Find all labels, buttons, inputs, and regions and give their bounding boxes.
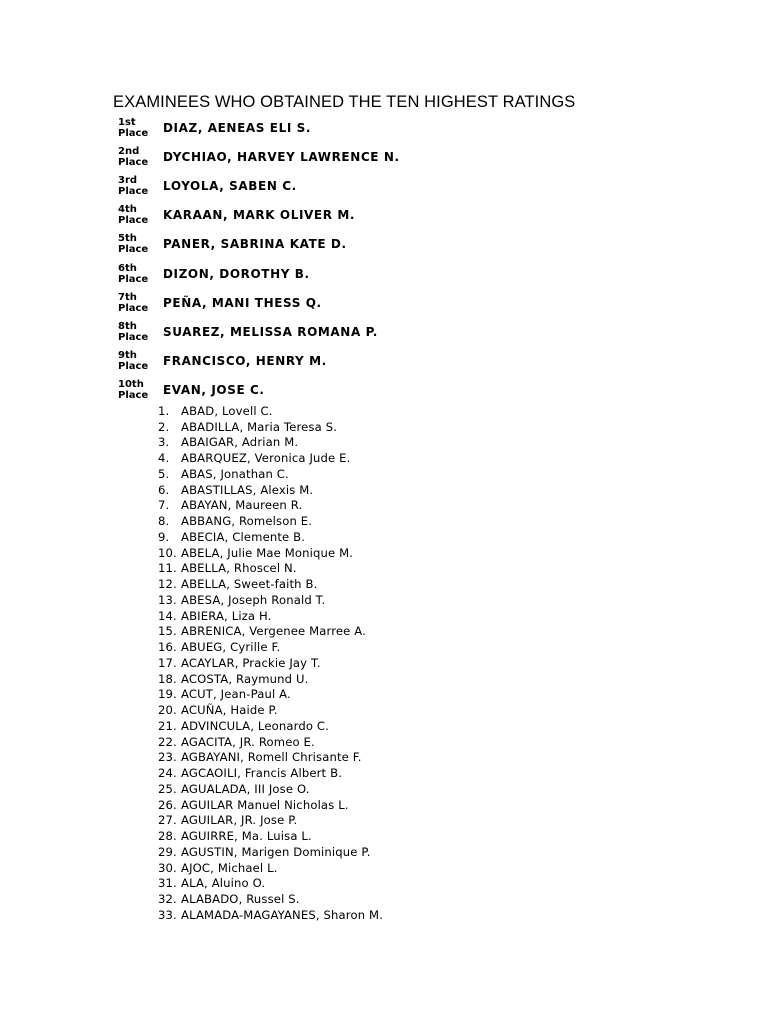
list-item-name: ABRENICA, Vergenee Marree A.: [181, 624, 367, 639]
list-item-name: ABAS, Jonathan C.: [181, 466, 289, 481]
list-item-number: 3.: [158, 435, 170, 450]
place-word: Place: [118, 390, 149, 402]
list-item: [158, 765, 383, 781]
top-ten-row: [118, 376, 578, 405]
place-word: Place: [118, 361, 149, 373]
top-ten-row: [118, 113, 578, 142]
place-rank: 8th: [118, 320, 137, 332]
list-item: [158, 655, 383, 671]
place-rank: 2nd: [118, 145, 140, 157]
place-label: [118, 175, 163, 197]
list-item-number: 1.: [158, 403, 170, 418]
list-item: [158, 576, 383, 592]
top-ten-row: [118, 171, 578, 200]
list-item: [158, 781, 383, 797]
list-item-name: ABELLA, Rhoscel N.: [181, 561, 297, 576]
list-item-name: AGUSTIN, Marigen Dominique P.: [181, 844, 371, 859]
list-item: [158, 624, 383, 640]
list-item-number: 29.: [158, 844, 177, 859]
top-ten-row: [118, 142, 578, 171]
list-item-number: 33.: [158, 907, 177, 922]
place-label: [118, 204, 163, 226]
list-item-name: ADVINCULA, Leonardo C.: [181, 718, 330, 733]
list-item-number: 5.: [158, 466, 170, 481]
list-item-name: ALA, Aluino O.: [181, 876, 266, 891]
top-ten-name: LOYOLA, SABEN C.: [163, 178, 297, 193]
list-item-number: 28.: [158, 829, 177, 844]
top-ten-list: [118, 113, 578, 405]
top-ten-name: EVAN, JOSE C.: [163, 383, 265, 398]
place-rank: 1st: [118, 116, 136, 128]
place-word: Place: [118, 244, 149, 256]
list-item-number: 32.: [158, 892, 177, 907]
place-label: [118, 321, 163, 343]
list-item-name: ALAMADA-MAGAYANES, Sharon M.: [181, 907, 384, 922]
place-label: [118, 233, 163, 255]
list-item: [158, 844, 383, 860]
place-rank: 3rd: [118, 174, 138, 186]
list-item: [158, 513, 383, 529]
list-item: [158, 891, 383, 907]
list-item: [158, 482, 383, 498]
top-ten-name: PEÑA, MANI THESS Q.: [163, 295, 322, 310]
place-rank: 7th: [118, 291, 137, 303]
list-item: [158, 671, 383, 687]
list-item-name: ACAYLAR, Prackie Jay T.: [181, 655, 321, 670]
list-item: [158, 435, 383, 451]
place-word: Place: [118, 215, 149, 227]
list-item-number: 19.: [158, 687, 177, 702]
place-label: [118, 292, 163, 314]
list-item-number: 31.: [158, 876, 177, 891]
list-item-name: AGACITA, JR. Romeo E.: [181, 734, 315, 749]
list-item-name: ABIERA, Liza H.: [181, 608, 272, 623]
list-item-number: 15.: [158, 624, 177, 639]
place-rank: 9th: [118, 350, 137, 362]
list-item-number: 6.: [158, 482, 170, 497]
top-ten-name: KARAAN, MARK OLIVER M.: [163, 208, 356, 223]
document-title: EXAMINEES WHO OBTAINED THE TEN HIGHEST RATINGS: [113, 93, 576, 111]
list-item-name: ABUEG, Cyrille F.: [181, 640, 281, 655]
place-label: [118, 117, 163, 139]
list-item-name: ABELA, Julie Mae Monique M.: [181, 545, 354, 560]
list-item: [158, 529, 383, 545]
list-item-name: ABBANG, Romelson E.: [181, 514, 313, 529]
place-label: [118, 263, 163, 285]
place-word: Place: [118, 156, 149, 168]
list-item: [158, 702, 383, 718]
list-item-number: 9.: [158, 529, 170, 544]
list-item-number: 21.: [158, 718, 177, 733]
list-item-name: AGUALADA, III Jose O.: [181, 781, 310, 796]
list-item-name: ACUT, Jean-Paul A.: [181, 687, 291, 702]
place-word: Place: [118, 185, 149, 197]
list-item: [158, 907, 383, 923]
list-item-name: ABESA, Joseph Ronald T.: [181, 592, 326, 607]
place-rank: 10th: [118, 379, 144, 391]
list-item: [158, 860, 383, 876]
list-item: [158, 498, 383, 514]
place-label: [118, 350, 163, 372]
list-item-name: AGUILAR, JR. Jose P.: [181, 813, 298, 828]
list-item: [158, 592, 383, 608]
place-label: [118, 146, 163, 168]
list-item-name: ABADILLA, Maria Teresa S.: [181, 419, 338, 434]
list-item-number: 2.: [158, 419, 170, 434]
list-item-name: AGCAOILI, Francis Albert B.: [181, 766, 343, 781]
list-item-name: ACOSTA, Raymund U.: [181, 671, 309, 686]
list-item-name: ABARQUEZ, Veronica Jude E.: [181, 451, 351, 466]
list-item-name: ABAD, Lovell C.: [181, 403, 273, 418]
list-item-number: 10.: [158, 545, 177, 560]
list-item: [158, 813, 383, 829]
list-item-name: ABAIGAR, Adrian M.: [181, 435, 299, 450]
list-item-name: ABELLA, Sweet-faith B.: [181, 577, 318, 592]
list-item-number: 11.: [158, 561, 177, 576]
list-item: [158, 466, 383, 482]
list-item-number: 17.: [158, 655, 177, 670]
list-item-number: 4.: [158, 451, 170, 466]
list-item: [158, 403, 383, 419]
list-item: [158, 545, 383, 561]
list-item-number: 8.: [158, 514, 170, 529]
list-item-number: 14.: [158, 608, 177, 623]
top-ten-row: [118, 230, 578, 259]
list-item: [158, 828, 383, 844]
top-ten-name: DYCHIAO, HARVEY LAWRENCE N.: [163, 149, 400, 164]
place-word: Place: [118, 331, 149, 343]
list-item-number: 23.: [158, 750, 177, 765]
top-ten-name: DIAZ, AENEAS ELI S.: [163, 120, 312, 135]
list-item: [158, 750, 383, 766]
list-item: [158, 734, 383, 750]
list-item: [158, 797, 383, 813]
place-word: Place: [118, 273, 149, 285]
place-word: Place: [118, 302, 149, 314]
list-item-number: 18.: [158, 671, 177, 686]
list-item-number: 13.: [158, 592, 177, 607]
list-item-number: 20.: [158, 703, 177, 718]
top-ten-row: [118, 288, 578, 317]
place-rank: 6th: [118, 262, 137, 274]
list-item-name: ABECIA, Clemente B.: [181, 529, 306, 544]
top-ten-row: [118, 201, 578, 230]
list-item-number: 26.: [158, 797, 177, 812]
list-item-name: ABAYAN, Maureen R.: [181, 498, 303, 513]
list-item-name: ALABADO, Russel S.: [181, 892, 300, 907]
list-item-name: AJOC, Michael L.: [181, 860, 278, 875]
list-item: [158, 450, 383, 466]
list-item: [158, 608, 383, 624]
list-item: [158, 561, 383, 577]
examinee-list: [158, 403, 383, 923]
list-item-name: ABASTILLAS, Alexis M.: [181, 482, 314, 497]
list-item-number: 24.: [158, 766, 177, 781]
list-item-number: 30.: [158, 860, 177, 875]
list-item: [158, 687, 383, 703]
list-item-number: 12.: [158, 577, 177, 592]
list-item: [158, 876, 383, 892]
top-ten-row: [118, 317, 578, 346]
list-item-name: AGBAYANI, Romell Chrisante F.: [181, 750, 362, 765]
top-ten-name: PANER, SABRINA KATE D.: [163, 237, 347, 252]
list-item: [158, 639, 383, 655]
top-ten-row: [118, 347, 578, 376]
top-ten-name: DIZON, DOROTHY B.: [163, 266, 310, 281]
place-rank: 5th: [118, 233, 137, 245]
place-rank: 4th: [118, 204, 137, 216]
top-ten-name: FRANCISCO, HENRY M.: [163, 354, 327, 369]
top-ten-name: SUAREZ, MELISSA ROMANA P.: [163, 324, 378, 339]
top-ten-row: [118, 259, 578, 288]
place-label: [118, 379, 163, 401]
list-item-name: ACUÑA, Haide P.: [181, 703, 278, 718]
list-item: [158, 718, 383, 734]
list-item-number: 7.: [158, 498, 170, 513]
list-item-number: 22.: [158, 734, 177, 749]
place-word: Place: [118, 127, 149, 139]
list-item-name: AGUIRRE, Ma. Luisa L.: [181, 829, 312, 844]
list-item-number: 25.: [158, 781, 177, 796]
list-item: [158, 419, 383, 435]
list-item-number: 27.: [158, 813, 177, 828]
list-item-number: 16.: [158, 640, 177, 655]
list-item-name: AGUILAR Manuel Nicholas L.: [181, 797, 349, 812]
